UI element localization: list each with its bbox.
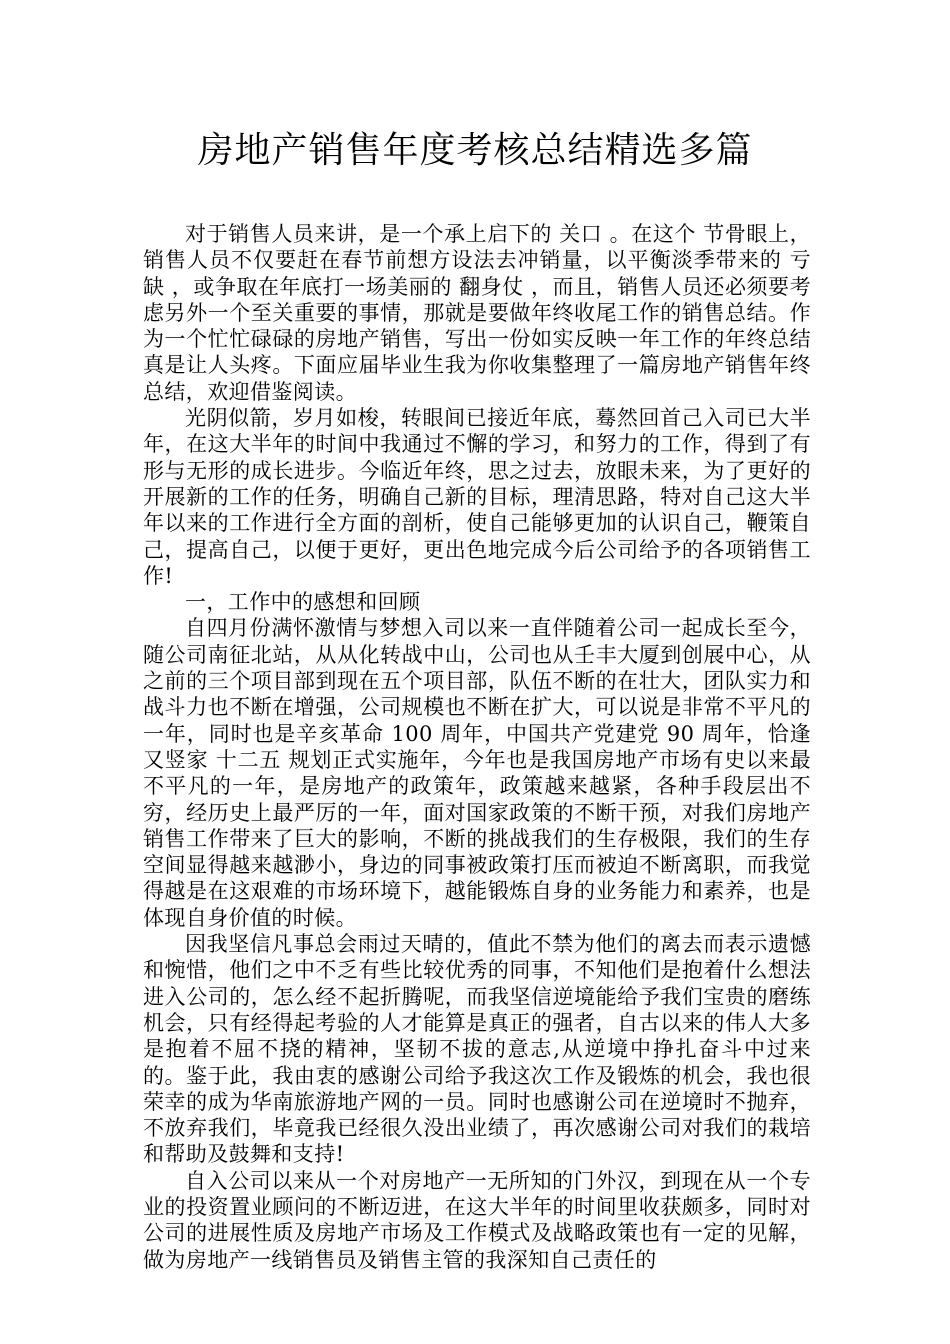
paragraph-growth: 自入公司以来从一个对房地产一无所知的门外汉，到现在从一个专业的投资置业顾问的不断迈进，在这大半年的时间里收获颇多，同时对公司的进展性质及房地产市场及工作模式及战略政策也有一定的见解，做为房地产一线销售员及销售主管的我深知自己责任的 (143, 1168, 811, 1272)
paragraph-intro: 对于销售人员来讲，是一个承上启下的 关口 。在这个 节骨眼上，销售人员不仅要赶在春节前想方设法去冲销量，以平衡淡季带来的 亏缺 ，或争取在年底打一场美丽的 翻身仗 ，而且，销售人员还必须要考虑另外一个至关重要的事情，那就是要做年终收尾工作的销售总结。作为一个忙忙碌碌的房地产销售，写出一份如实反映一年工作的年终总结真是让人头疼。下面应届毕业生我为你收集整理了一篇房地产销售年终总结，欢迎借鉴阅读。 (143, 222, 811, 404)
document-title: 房地产销售年度考核总结精选多篇 (197, 130, 753, 171)
document-body (143, 221, 811, 1273)
section-heading: 一，工作中的感想和回顾 (185, 590, 421, 615)
paragraph-self-review: 光阴似箭，岁月如梭，转眼间已接近年底，蓦然回首己入司已大半年，在这大半年的时间中我通过不懈的学习，和努力的工作，得到了有形与无形的成长进步。今临近年终，思之过去，放眼未来，为了更好的开展新的工作的任务，明确自己新的目标，理清思路，特对自己这大半年以来的工作进行全方面的剖析，使自己能够更加的认识自己，鞭策自己，提高自己，以便于更好，更出色地完成今后公司给予的各项销售工作! (143, 406, 811, 588)
paragraph-work-review: 自四月份满怀激情与梦想入司以来一直伴随着公司一起成长至今，随公司南征北站，从从化转战中山，公司也从壬丰大厦到创展中心，从之前的三个项目部到现在五个项目部，队伍不断的在壮大，团队实力和战斗力也不断在增强，公司规模也不断在扩大，可以说是非常不平凡的一年，同时也是辛亥革命 100 周年，中国共产党建党 90 周年，恰逢又竖家 十二五 规划正式实施年，今年也是我国房地产市场有史以来最不平凡的一年，是房地产的政策年，政策越来越紧，各种手段层出不穷，经历史上最严厉的一年，面对国家政策的不断干预，对我们房地产销售工作带来了巨大的影响，不断的挑战我们的生存极限，我们的生存空间显得越来越渺小，身边的同事被政策打压而被迫不断离职，而我觉得越是在这艰难的市场环境下，越能锻炼自身的业务能力和素养，也是体现自身价值的时候。 (143, 616, 811, 930)
paragraph-gratitude: 因我坚信凡事总会雨过天晴的，值此不禁为他们的离去而表示遗憾和惋惜，他们之中不乏有些比较优秀的同事，不知他们是抱着什么想法进入公司的，怎么经不起折腾呢，而我坚信逆境能给予我们宝贵的磨练机会，只有经得起考验的人才能算是真正的强者，自古以来的伟人大多是抱着不屈不挠的精神，坚韧不拔的意志,从逆境中挣扎奋斗中过来的。鉴于此，我由衷的感谢公司给予我这次工作及锻炼的机会，我也很荣幸的成为华南旅游地产网的一员。同时也感谢公司在逆境时不抛弃，不放弃我们，毕竟我已经很久没出业绩了，再次感谢公司对我们的栽培和帮助及鼓舞和支持! (143, 932, 811, 1167)
